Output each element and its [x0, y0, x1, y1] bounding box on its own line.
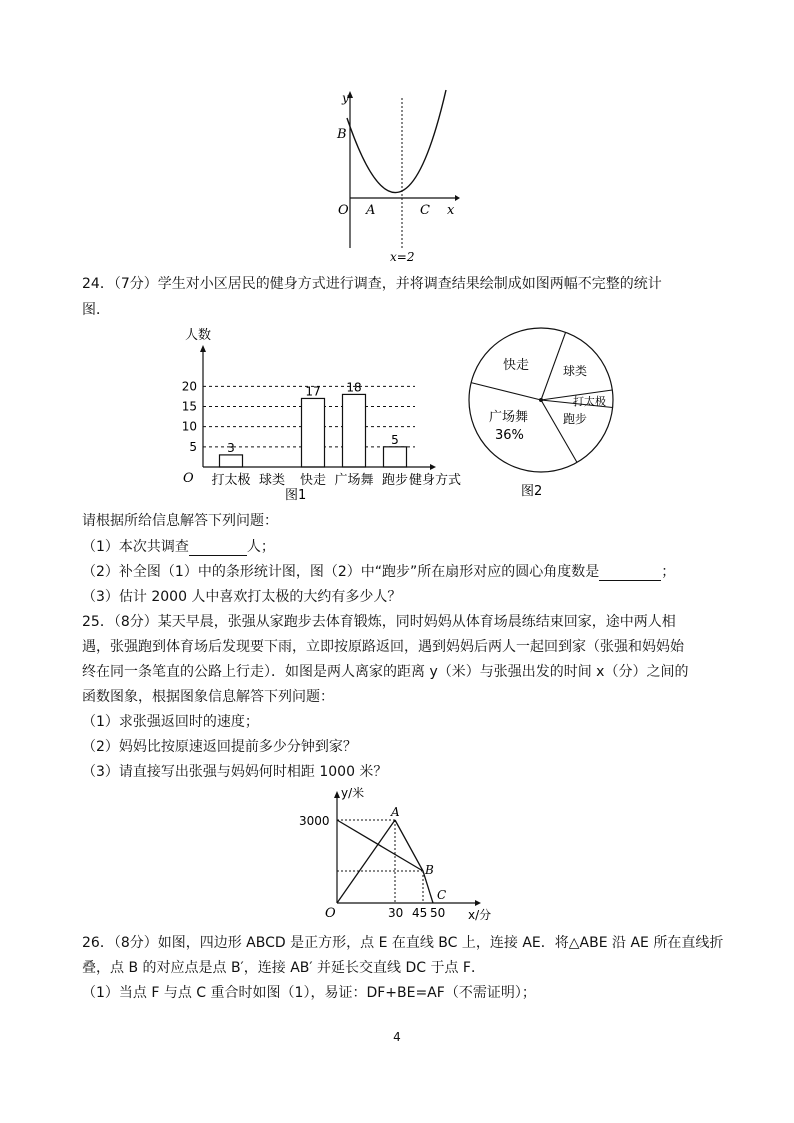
pie-label-fast-walk: 快走: [503, 358, 530, 373]
q24-sub2-text: （2）补全图（1）中的条形统计图，图（2）中“跑步”所在扇形对应的圆心角度数是: [82, 564, 600, 580]
origin-label: O: [338, 203, 349, 218]
q25-line-4: 函数图象，根据图象信息解答下列问题：: [82, 689, 334, 705]
x-axis-arrow: [455, 195, 460, 201]
y-axis-label: y: [342, 91, 349, 105]
bar-category-label-4: 跑步: [381, 473, 409, 488]
zhang-outbound-line: [337, 820, 395, 903]
bar-category-label-3: 广场舞: [334, 473, 374, 488]
pie-boundary-fastwalk-ball: [541, 332, 566, 400]
bar-y-tick-20: 20: [181, 379, 197, 394]
distance-time-graph: [295, 783, 505, 923]
bar-category-label-0: 打太极: [211, 473, 251, 488]
point-b-label: B: [337, 127, 347, 142]
q25-line-3: 终在同一条笔直的公路上行走）．如图是两人离家的距离 y（米）与张强出发的时间 x（分）之间的: [82, 664, 689, 680]
bar-y-label: 人数: [185, 328, 212, 343]
pie-label-running: 跑步: [563, 412, 588, 426]
bar-value-label-3: 18: [346, 380, 362, 395]
q26-line-2: 叠，点 B 的对应点是点 B′，连接 AB′ 并延长交直线 DC 于点 F．: [82, 960, 485, 976]
dt-x-axis-arrow: [475, 900, 481, 906]
pie-label-taichi: 打太极: [573, 395, 606, 408]
dt-x-tick-45: 45: [412, 906, 428, 920]
pie-chart: [465, 317, 625, 502]
bar-value-label-2: 17: [305, 384, 321, 399]
q25-line-2: 遇，张强跑到体育场后发现要下雨，立即按原路返回，遇到妈妈后两人一起回到家（张强和妈妈始: [82, 639, 684, 655]
dt-point-a: A: [391, 805, 400, 819]
q24-sub2: [82, 564, 675, 581]
q25-sub2: （2）妈妈比按原速返回提前多少分钟到家？: [82, 739, 357, 755]
q25-sub3: （3）请直接写出张强与妈妈何时相距 1000 米？: [82, 764, 388, 780]
pie-percent-label: 36%: [495, 428, 524, 443]
mother-line: [337, 820, 423, 871]
dt-y-axis-arrow: [334, 791, 340, 798]
dt-origin-label: O: [325, 906, 336, 921]
q24-sub2-suffix: ；: [661, 564, 676, 580]
pie-boundary-running-dance: [541, 400, 577, 462]
dt-x-label: x/分: [468, 908, 492, 922]
bar-2: [302, 398, 325, 467]
q25-sub1: （1）求张强返回时的速度；: [82, 714, 259, 730]
q24-sub1-blank[interactable]: [189, 539, 247, 556]
bar-y-tick-10: 10: [181, 419, 197, 434]
dt-point-b: B: [425, 863, 434, 877]
dt-point-c: C: [437, 888, 447, 902]
symmetry-label: x=2: [390, 250, 415, 263]
bar-x-label: 健身方式: [409, 473, 462, 488]
q26-line-1: 26．（8分）如图，四边形 ABCD 是正方形，点 E 在直线 BC 上，连接 AE．将△ABE 沿 AE 所在直线折: [82, 935, 724, 951]
dt-y-tick-3000: 3000: [299, 814, 330, 828]
x-axis-label: x: [447, 203, 455, 218]
pie-center: [539, 398, 543, 402]
bar-category-label-2: 快走: [299, 473, 327, 488]
bar-category-label-1: 球类: [258, 473, 286, 488]
point-c-label: C: [420, 203, 430, 218]
bar-4: [384, 447, 407, 467]
parabola-figure: [330, 88, 460, 263]
bar-chart-title: 图1: [285, 488, 307, 503]
pie-label-ball: 球类: [563, 364, 588, 378]
zhang-return-line: [395, 820, 433, 903]
q24-sub3: （3）估计 2000 人中喜欢打太极的大约有多少人？: [82, 589, 402, 605]
q26-line-3: （1）当点 F 与点 C 重合时如图（1），易证：DF+BE=AF（不需证明）；: [82, 985, 536, 1001]
q24-header: 24．（7分）学生对小区居民的健身方式进行调查，并将调查结果绘制成如图两幅不完整的统计: [82, 276, 662, 292]
pie-chart-title: 图2: [521, 484, 543, 499]
q24-header-cont: 图．: [82, 302, 110, 318]
bar-chart: [175, 322, 475, 504]
bar-y-tick-5: 5: [189, 439, 197, 454]
point-a-label: A: [366, 203, 376, 218]
pie-boundary-dance-fastwalk: [471, 383, 541, 400]
page-number: 4: [393, 1030, 401, 1044]
bar-3: [343, 394, 366, 467]
bar-value-label-0: 3: [227, 440, 235, 455]
q24-sub1: [82, 539, 275, 556]
parabola-curve: [347, 90, 446, 193]
bar-origin-label: O: [183, 471, 194, 486]
q24-prompt: 请根据所给信息解答下列问题：: [82, 513, 278, 529]
dt-y-label: y/米: [341, 786, 365, 800]
dt-x-tick-30: 30: [388, 906, 404, 920]
bar-value-label-4: 5: [391, 432, 399, 447]
q24-sub1-text: （1）本次共调查: [82, 539, 189, 555]
q25-line-1: 25．（8分）某天早晨，张强从家跑步去体育锻炼，同时妈妈从体育场晨练结束回家，途中两人相: [82, 614, 676, 630]
bar-0: [220, 455, 243, 467]
bar-x-axis-arrow: [430, 464, 436, 470]
bar-y-tick-15: 15: [181, 399, 197, 414]
dt-x-tick-50: 50: [430, 906, 446, 920]
pie-label-square-dance: 广场舞: [489, 410, 529, 425]
q24-sub1-suffix: 人；: [246, 539, 275, 555]
q24-sub2-blank[interactable]: [599, 564, 661, 581]
bar-y-axis-arrow: [200, 345, 206, 352]
